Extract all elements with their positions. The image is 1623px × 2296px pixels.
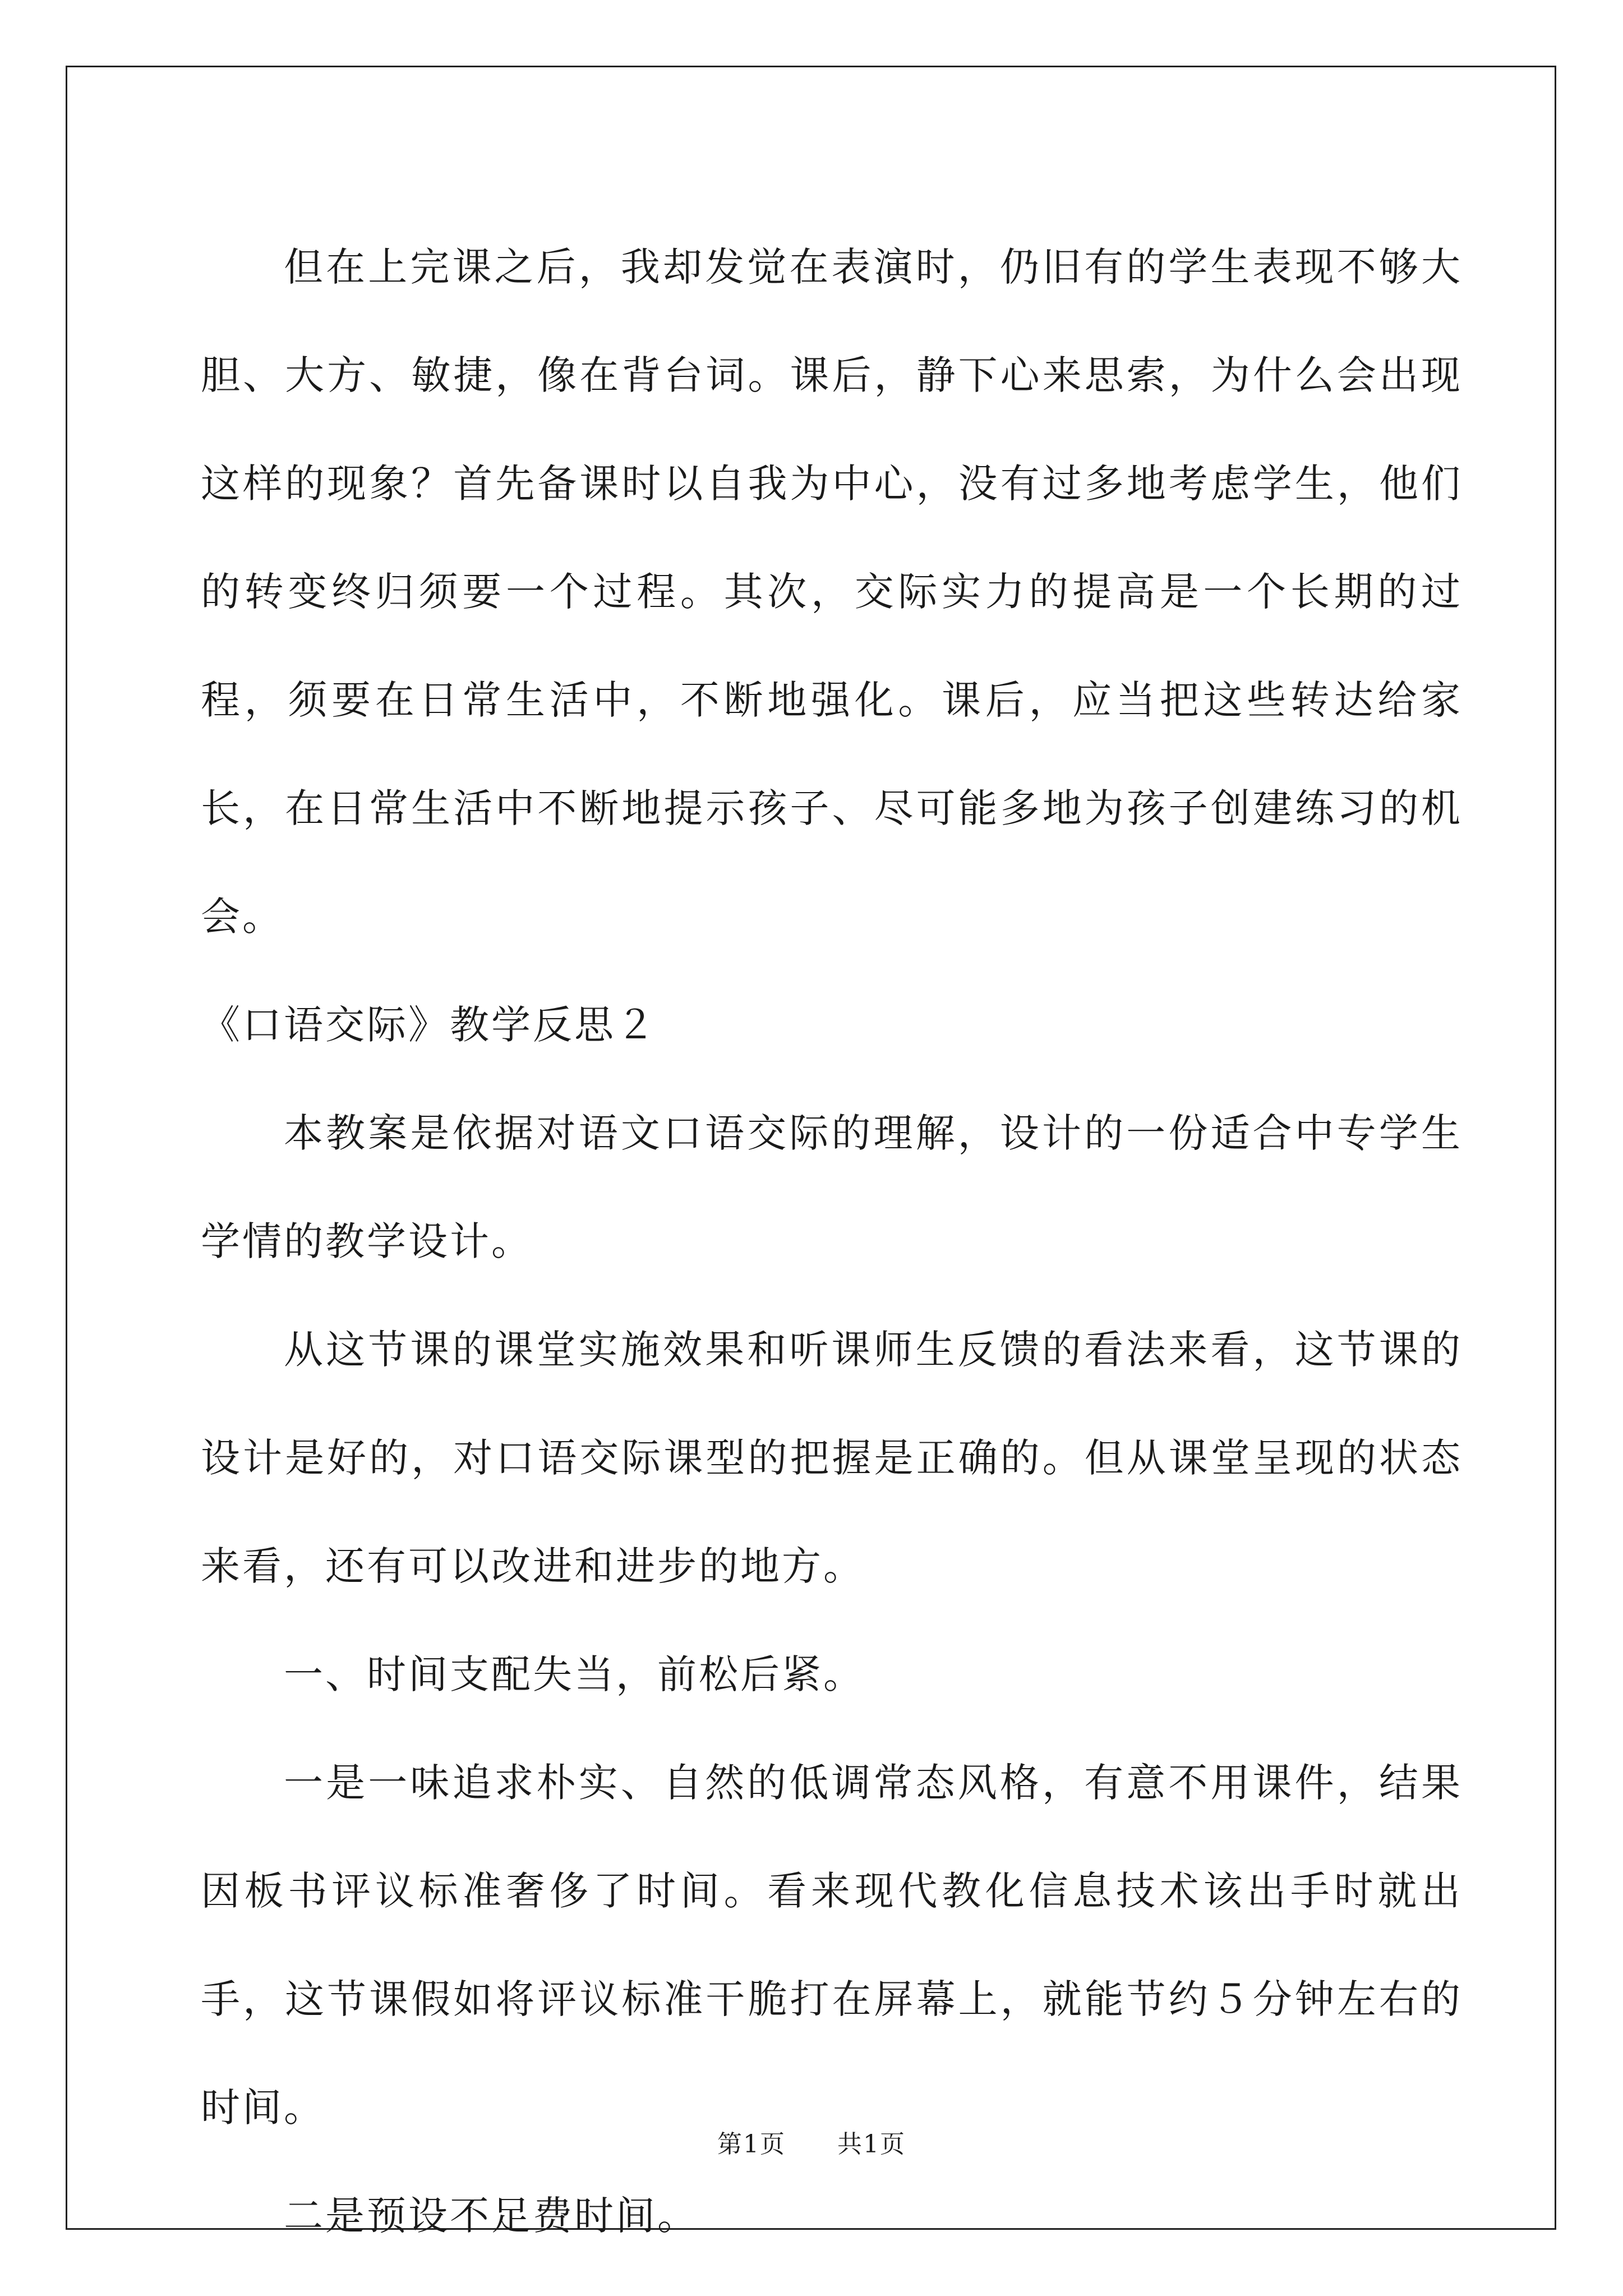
section-heading: 《口语交际》教学反思２: [201, 1002, 657, 1048]
document-body: [201, 213, 1463, 2270]
page-number-current: 第1页: [717, 2130, 786, 2159]
paragraph-6: 二是预设不足费时间。: [284, 2193, 699, 2239]
paragraph-4: 一、时间支配失当，前松后紧。: [284, 1651, 865, 1697]
page-footer: [0, 2124, 1623, 2160]
paragraph-3: 从这节课的课堂实施效果和听课师生反馈的看法来看，这节课的设计是好的，对口语交际课型的把握是正确的。但从课堂呈现的状态来看，还有可以改进和进步的地方。: [201, 1327, 1463, 1589]
paragraph-1: 但在上完课之后，我却发觉在表演时，仍旧有的学生表现不够大胆、大方、敏捷，像在背台词。课后，静下心来思索，为什么会出现这样的现象？首先备课时以自我为中心，没有过多地考虑学生，他们的转变终归须要一个过程。其次，交际实力的提高是一个长期的过程，须要在日常生活中，不断地强化。课后，应当把这些转达给家长，在日常生活中不断地提示孩子、尽可能多地为孩子创建练习的机会。: [201, 244, 1463, 940]
paragraph-5: 一是一味追求朴实、自然的低调常态风格，有意不用课件，结果因板书评议标准奢侈了时间。看来现代教化信息技术该出手时就出手，这节课假如将评议标准干脆打在屏幕上，就能节约５分钟左右的时间。: [201, 1760, 1463, 2131]
paragraph-2: 本教案是依据对语文口语交际的理解，设计的一份适合中专学生学情的教学设计。: [201, 1110, 1463, 1264]
page-number-total: 共1页: [837, 2130, 906, 2159]
